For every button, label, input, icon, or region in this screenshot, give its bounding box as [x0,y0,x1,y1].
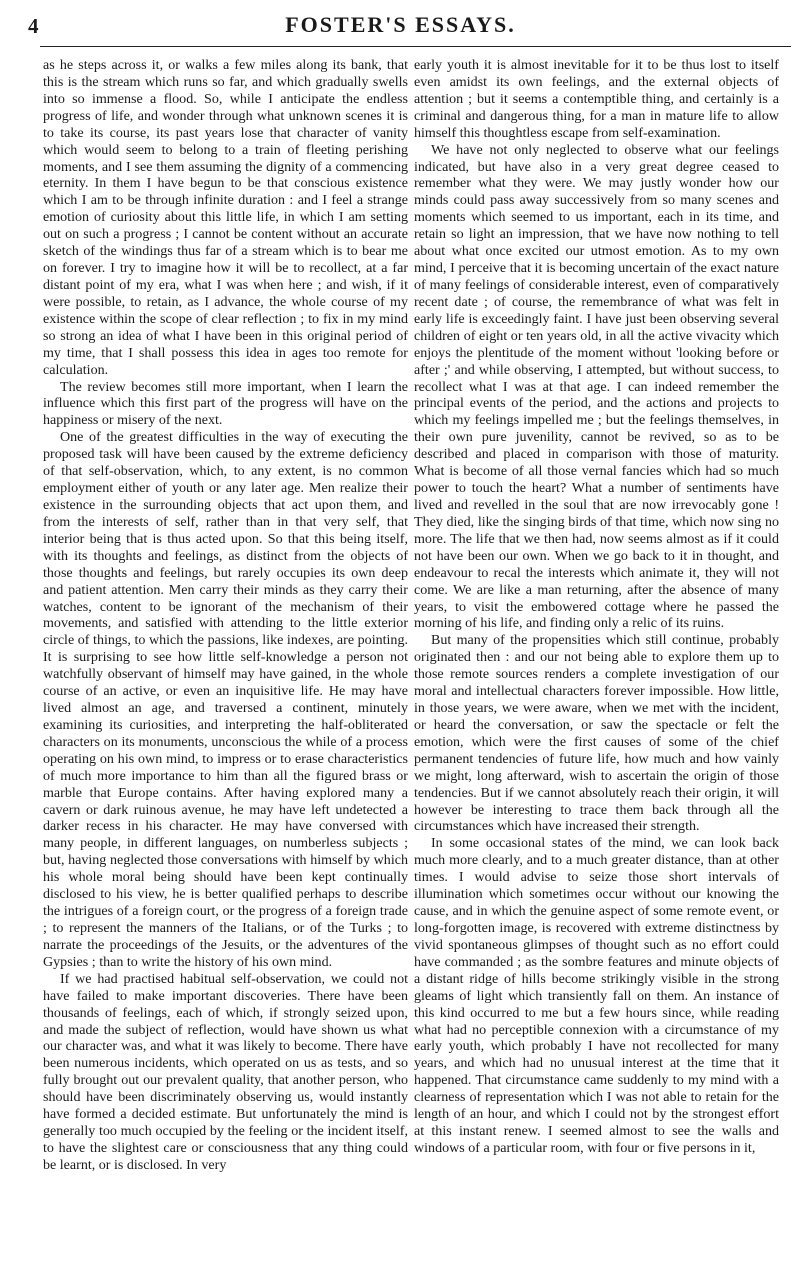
paragraph: The review becomes still more important, when I learn the influence which this first part of the progress will have on the happiness or misery of the next. [43,378,408,429]
paragraph: In some occasional states of the mind, we can look back much more clearly, and to a much greater distance, than at other times. I would advise to seize those short intervals of illumination which sometimes occur without our knowing the cause, and in which the genuine aspect of some remote event, or long-forgotten image, is recovered with extreme distinctness by vivid spontaneous glimpses of thought such as no effort could have commanded ; as the sombre features and minute objects of a distant ridge of hills become strikingly visible in the strong gleams of light which transiently fall on them. An instance of this kind occurred to me but a few hours since, while reading what had no perceptible connexion with a circumstance of my early youth, which probably I have not recollected for many years, and which had no unusual interest at the time that it happened. That circumstance came suddenly to my mind with a clearness of representation which I was not able to retain for the length of an hour, and which I could not by the strongest effort at this instant renew. I seemed almost to see the walls and windows of a particular room, with four or five persons in it, [414,835,779,1156]
page-number: 4 [28,14,39,38]
paragraph: One of the greatest difficulties in the way of executing the proposed task will have been caused by the extreme deficiency of that self-observation, which, to any extent, is no common employment either of youth or any later age. Men realize their existence in the surrounding objects that act upon them, and from the interests of self, rather than in that very self, that interior being that is thus acted upon. So that this being itself, with its thoughts and feelings, as distinct from the objects of those thoughts and feelings, but rarely occupies its own deep and patient attention. Men carry their minds as they carry their watches, content to be ignorant of the mechanism of their movements, and satisfied with attending to the little exterior circle of things, to which the passions, like indexes, are pointing. It is surprising to see how little self-knowledge a person not watchfully observant of himself may have gained, in the whole course of an active, or even an inquisitive life. He may have lived almost an age, and traversed a continent, minutely examining its curiosities, and interpreting the half-obliterated characters on its monuments, unconscious the while of a process operating on his own mind, to impress or to erase characteristics of much more importance to him than all the figured brass or marble that Europe contains. After having explored many a cavern or dark ruinous avenue, he may have left undetected a darker recess in his character. He may have conversed with many people, in different languages, on numberless subjects ; but, having neglected those conversations with himself by which his whole moral being should have been kept continually disclosed to his view, he is better qualified perhaps to describe the intrigues of a foreign court, or the progress of a foreign trade ; to represent the manners of the Italians, or of the Turks ; to narrate the proceedings of the Jesuits, or the adventures of the Gypsies ; than to write the history of his own mind. [43,429,408,970]
paragraph: early youth it is almost inevitable for it to be thus lost to itself even amidst its own feelings, and the external objects of attention ; but it seems a contemptible thing, and certainly is a criminal and dangerous thing, for a man in mature life to allow himself this thoughtless escape from self-examination. [414,57,779,141]
left-column [43,57,408,1272]
page-header [0,0,801,56]
header-rule [40,46,791,47]
paragraph: But many of the propensities which still continue, probably originated then : and our not being able to explore them up to those remote sources renders a complete investigation of our moral and intellectual characters forever impossible. How little, in those years, we were aware, when we met with the incident, or heard the conversation, or saw the spectacle or felt the emotion, which were the first causes of some of the chief permanent tendencies of future life, how much and how vainly we might, long afterward, wish to ascertain the origin of those tendencies. But if we cannot absolutely reach their origin, it will however be interesting to trace them back through all the circumstances which have increased their strength. [414,632,779,835]
running-title: FOSTER'S ESSAYS. [285,12,516,37]
right-column [414,57,779,1272]
paragraph: If we had practised habitual self-observation, we could not have failed to make important discoveries. There have been thousands of feelings, each of which, if strongly seized upon, and made the subject of reflection, would have shown us what our character was, and what it was likely to become. There have been numerous incidents, which operated on us as tests, and so fully brought out our prevalent quality, that another person, who should have been discriminately observing us, would instantly have formed a decided estimate. But unfortunately the mind is generally too much occupied by the feeling or the incident itself, to have the slightest care or consciousness that any thing could be learnt, or is disclosed. In very [43,970,408,1173]
paragraph: as he steps across it, or walks a few miles along its bank, that this is the stream which runs so far, and which gradually swells into so immense a flood. So, while I anticipate the endless progress of life, and wonder through what unknown scenes it is to take its course, its past years lose that character of vanity which would seem to belong to a train of fleeting perishing moments, and I see them assuming the dignity of a commencing eternity. In them I have begun to be that conscious existence which I am to be through infinite duration : and I feel a strange emotion of curiosity about this little life, in which I am setting out on such a progress ; I cannot be content without an accurate sketch of the windings thus far of a stream which is to bear me on forever. I try to imagine how it will be to recollect, at a far distant point of my era, what I was when here ; and wish, if it were possible, to retain, as I advance, the whole course of my existence within the scope of clear reflection ; to fix in my mind so strong an idea of what I have been in this original period of my time, that I shall possess this idea in ages too remote for calculation. [43,57,408,378]
paragraph: We have not only neglected to observe what our feelings indicated, but have also in a very great degree ceased to remember what they were. We may justly wonder how our minds could pass away successively from so many scenes and moments which seemed to us important, each in its time, and retain so light an impression, that we have now nothing to tell about what once excited our utmost emotion. As to my own mind, I perceive that it is becoming uncertain of the exact nature of many feelings of considerable interest, even of comparatively recent date ; of course, the remembrance of what was felt in early life is exceedingly faint. I have just been observing several children of eight or ten years old, in all the active vivacity which enjoys the plentitude of the moment without 'looking before or after ;' and while observing, I attempted, but without success, to recollect what I was at that age. I can indeed remember the principal events of the period, and the actions and projects to which my feelings impelled me ; but the feelings themselves, in their own pure juvenility, cannot be revived, so as to be described and placed in comparison with those of maturity. What is become of all those vernal fancies which had so much power to touch the heart? What a number of sentiments have lived and revelled in the soul that are now irrevocably gone ! They died, like the singing birds of that time, which now sing no more. The life that we then had, now seems almost as if it could not have been our own. When we go back to it in thought, and endeavour to recal the interests which animate it, they will not come. We are like a man returning, after the absence of many years, to visit the embowered cottage where he passed the morning of his life, and finding only a relic of its ruins. [414,141,779,632]
